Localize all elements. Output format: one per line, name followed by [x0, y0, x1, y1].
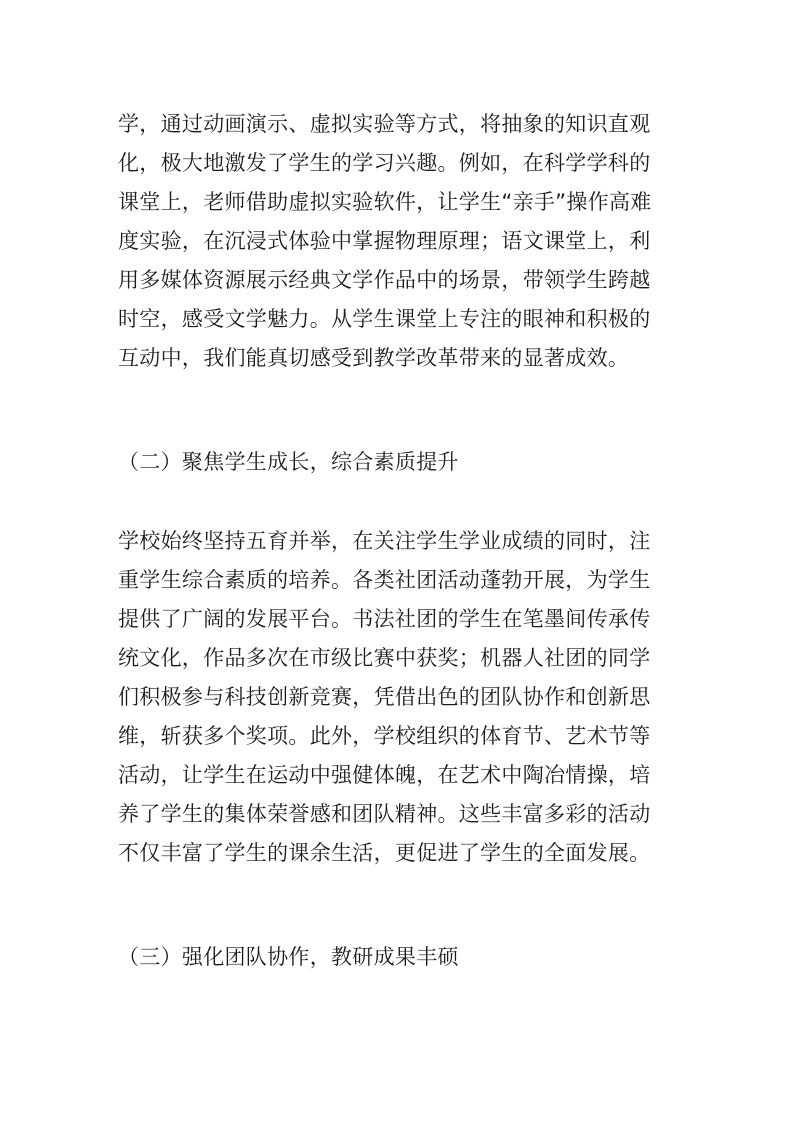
paragraph-2-line-5: 们积极参与科技创新竞赛，凭借出色的团队协作和创新思: [118, 685, 651, 709]
paragraph-2-line-8: 养了学生的集体荣誉感和团队精神。这些丰富多彩的活动: [118, 802, 651, 826]
paragraph-2-line-3: 提供了广阔的发展平台。书法社团的学生在笔墨间传承传: [118, 607, 651, 631]
paragraph-2-line-1: 学校始终坚持五育并举，在关注学生学业成绩的同时，注: [118, 529, 651, 553]
section-heading-2: （二）聚焦学生成长，综合素质提升: [118, 450, 459, 474]
section-heading-3: （三）强化团队协作，教研成果丰硕: [118, 945, 459, 969]
paragraph-1-line-3: 课堂上，老师借助虚拟实验软件，让学生“亲手”操作高难: [118, 190, 652, 214]
paragraph-2-line-7: 活动，让学生在运动中强健体魄，在艺术中陶冶情操，培: [118, 763, 651, 787]
paragraph-2-line-6: 维，斩获多个奖项。此外，学校组织的体育节、艺术节等: [118, 724, 651, 748]
paragraph-1-line-1: 学，通过动画演示、虚拟实验等方式，将抽象的知识直观: [118, 112, 651, 136]
paragraph-1-line-5: 用多媒体资源展示经典文学作品中的场景，带领学生跨越: [118, 268, 651, 292]
paragraph-2-line-4: 统文化，作品多次在市级比赛中获奖；机器人社团的同学: [118, 646, 651, 670]
paragraph-2-line-9: 不仅丰富了学生的课余生活，更促进了学生的全面发展。: [118, 841, 651, 865]
paragraph-1-line-7: 互动中，我们能真切感受到教学改革带来的显著成效。: [118, 346, 630, 370]
paragraph-1-line-2: 化，极大地激发了学生的学习兴趣。例如，在科学学科的: [118, 151, 651, 175]
paragraph-2-line-2: 重学生综合素质的培养。各类社团活动蓬勃开展，为学生: [118, 568, 651, 592]
paragraph-1-line-6: 时空，感受文学魅力。从学生课堂上专注的眼神和积极的: [118, 307, 651, 331]
paragraph-1-line-4: 度实验，在沉浸式体验中掌握物理原理；语文课堂上，利: [118, 229, 651, 253]
